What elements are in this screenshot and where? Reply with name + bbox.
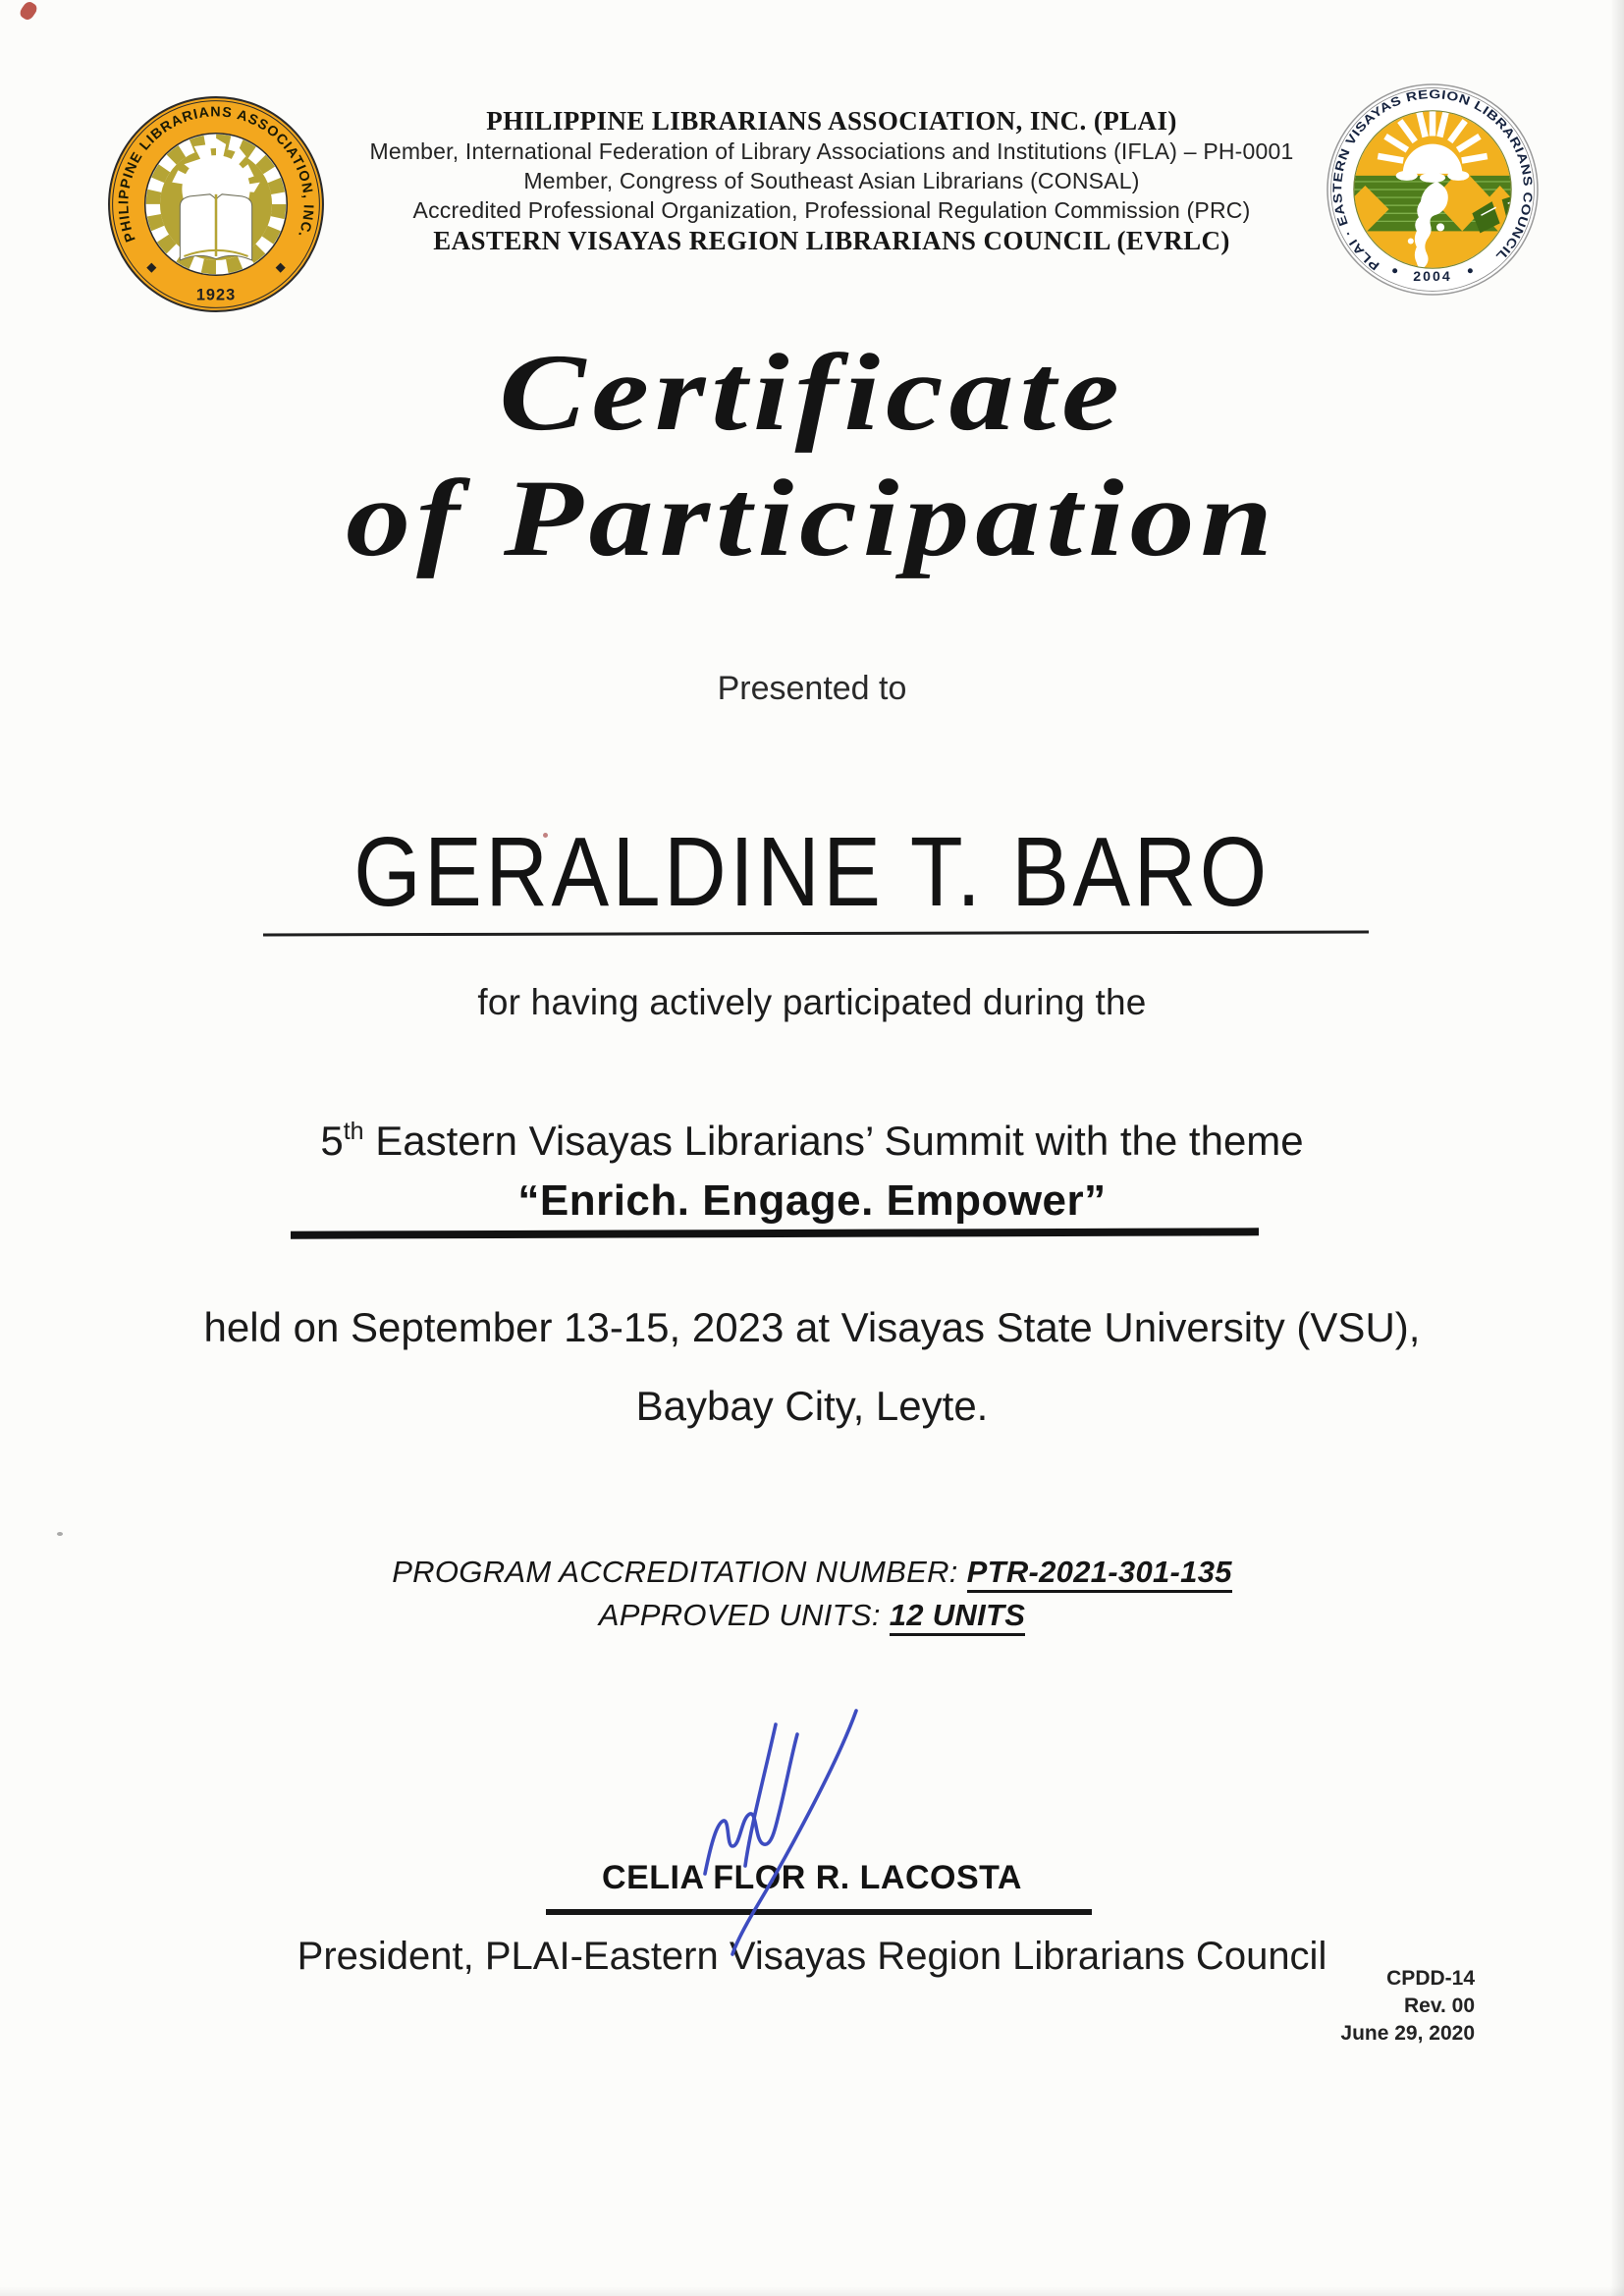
plai-seal-ring-text: PHILIPPINE LIBRARIANS ASSOCIATION, INC. (116, 104, 316, 245)
approved-units-label: APPROVED UNITS: (598, 1598, 890, 1632)
form-date: June 29, 2020 (1340, 2022, 1475, 2045)
certificate-title (0, 330, 1624, 581)
evrlc-seal-year: 2004 (1413, 267, 1452, 284)
scan-speck (18, 0, 39, 22)
form-code: CPDD-14 (1386, 1967, 1475, 1990)
scan-edge-shadow-bottom (0, 2286, 1624, 2296)
event-name: Eastern Visayas Librarians’ Summit with the theme (363, 1118, 1304, 1164)
signatory-title: President, PLAI-Eastern Visayas Region Librarians Council (297, 1935, 1327, 1978)
certificate-title-line2: of Participation (346, 458, 1278, 579)
recipient-name: GERALDINE T. BARO (353, 817, 1271, 927)
signature-ink (628, 1697, 903, 1982)
header-org-block (39, 106, 1624, 256)
event-theme-underline (291, 1228, 1259, 1238)
scan-speck (57, 1532, 63, 1536)
event-title (0, 1118, 1624, 1165)
presented-to-label: Presented to (717, 670, 907, 707)
event-number: 5 (320, 1118, 344, 1164)
org-accreditation: Accredited Professional Organization, Professional Regulation Commission (PRC) (412, 197, 1251, 223)
plai-seal-year: 1923 (195, 286, 237, 304)
form-code-block (1340, 1965, 1475, 2048)
participation-statement: for having actively participated during the (477, 982, 1147, 1022)
approved-units-value: 12 UNITS (890, 1598, 1026, 1636)
accreditation-label: PROGRAM ACCREDITATION NUMBER: (392, 1555, 967, 1589)
event-theme: “Enrich. Engage. Empower” (517, 1176, 1107, 1225)
signatory-name: CELIA FLOR R. LACOSTA (602, 1859, 1022, 1896)
accreditation-line (0, 1555, 1624, 1590)
event-ordinal-suffix: th (343, 1118, 364, 1145)
event-date-venue: held on September 13-15, 2023 at Visayas State University (VSU), (203, 1304, 1421, 1350)
form-revision: Rev. 00 (1404, 1995, 1475, 2017)
org-membership-consal: Member, Congress of Southeast Asian Librarians (CONSAL) (523, 168, 1140, 193)
org-membership-ifla: Member, International Federation of Library Associations and Institutions (IFLA) – PH-0001 (369, 138, 1294, 164)
org-council-name: EASTERN VISAYAS REGION LIBRARIANS COUNCIL (EVRLC) (433, 226, 1230, 255)
event-location: Baybay City, Leyte. (635, 1383, 989, 1429)
certificate-title-line1: Certificate (499, 332, 1125, 454)
accreditation-number: PTR-2021-301-135 (967, 1555, 1232, 1593)
approved-units-line (0, 1598, 1624, 1633)
evrlc-seal-ring-text: PLAI · EASTERN VISAYAS REGION LIBRARIANS COUNCIL (1330, 87, 1536, 273)
recipient-name-underline (263, 931, 1369, 937)
org-name: PHILIPPINE LIBRARIANS ASSOCIATION, INC. (PLAI) (486, 106, 1177, 136)
